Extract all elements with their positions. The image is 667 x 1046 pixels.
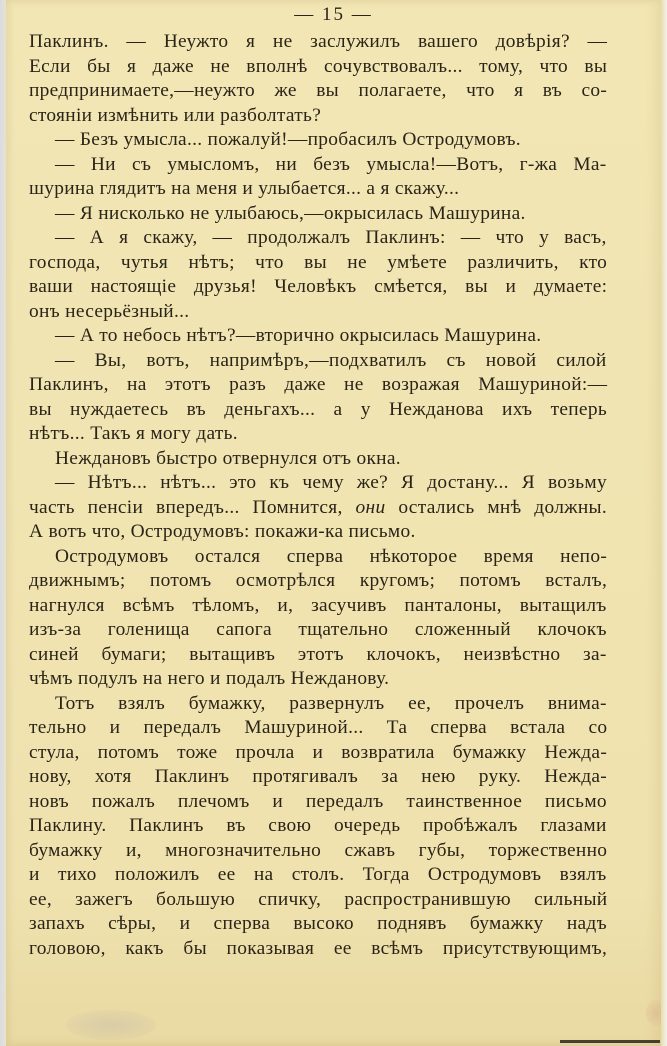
text-line xyxy=(29,398,607,423)
paper-stain xyxy=(66,1010,156,1040)
text-line-content: Тотъ взялъ бумажку, развернулъ ее, прочелъ внима- xyxy=(55,692,607,714)
text-line-content: — А то небось нѣтъ?—вторично окрысилась Машурина. xyxy=(55,325,542,346)
text-line xyxy=(29,226,607,251)
text-line xyxy=(29,373,607,398)
page-bottom-shadow xyxy=(560,1040,660,1043)
text-line-content: Паклину. Паклинъ въ свою очередь пробѣжалъ глазами xyxy=(29,815,607,836)
body-text xyxy=(29,30,607,961)
text-line xyxy=(29,275,607,300)
text-line xyxy=(29,667,607,692)
text-line xyxy=(29,839,607,864)
text-line-content: движнымъ; потомъ осмотрѣлся кругомъ; потомъ всталъ, xyxy=(29,570,608,591)
text-line-content: новъ пожалъ плечомъ и передалъ таинственное письмо xyxy=(29,790,607,812)
text-line-content: вы нуждаетесь въ деньгахъ... а у Нежданова ихъ теперь xyxy=(29,398,607,420)
text-line-content: онъ несерьёзный... xyxy=(29,300,190,322)
text-line-content: нову, хотя Паклинъ протягивалъ за нею руку. Нежда- xyxy=(29,766,608,787)
text-line xyxy=(29,177,607,202)
text-line xyxy=(29,55,607,80)
text-line-content: и тихо положилъ ее на столъ. Тогда Остродумовъ взялъ xyxy=(29,864,607,885)
text-line-content: нагнулся всѣмъ тѣломъ, и, засучивъ панталоны, вытащилъ xyxy=(29,594,607,616)
text-line xyxy=(29,447,607,472)
text-line-content: ее, зажегъ большую спичку, распространившую сильный xyxy=(29,888,608,910)
text-line-content: головою, какъ бы показывая ее всѣмъ присутствующимъ, xyxy=(29,937,608,959)
text-line-content: шурина глядитъ на меня и улыбается... а я скажу... xyxy=(29,178,460,199)
text-line-content: бумажку и, многозначительно сжавъ губы, торжественно xyxy=(29,839,608,861)
italic-emphasis: они xyxy=(355,496,386,518)
text-run: остались мнѣ должны. xyxy=(385,496,608,518)
text-line-content: — Нѣтъ... нѣтъ... это къ чему же? Я достану... Я возьму xyxy=(55,472,607,493)
text-line xyxy=(29,545,607,570)
text-line xyxy=(29,153,607,178)
text-run: часть пенсіи впередъ... Помнится, xyxy=(29,496,356,518)
text-line xyxy=(29,643,607,668)
text-line xyxy=(29,937,607,962)
text-line xyxy=(29,912,607,937)
text-line-content: Остродумовъ остался сперва нѣкоторое время непо- xyxy=(55,545,608,567)
text-line xyxy=(29,128,607,153)
text-line xyxy=(29,814,607,839)
text-line xyxy=(29,496,607,521)
text-line xyxy=(29,349,607,374)
text-line-content: господа, чутья нѣтъ; что вы не умѣете различить, кто xyxy=(29,251,608,273)
text-line xyxy=(29,569,607,594)
text-line xyxy=(29,692,607,717)
text-line-content: Неждановъ быстро отвернулся отъ окна. xyxy=(55,447,401,469)
text-line-content: изъ-за голенища сапога тщательно сложенный клочокъ xyxy=(29,619,607,640)
text-line xyxy=(29,618,607,643)
text-line xyxy=(29,422,607,447)
text-line-content: чѣмъ подулъ на него и подалъ Нежданову. xyxy=(29,668,390,689)
text-line-content xyxy=(29,496,607,521)
text-line xyxy=(29,863,607,888)
text-line-content: — Вы, вотъ, напримѣръ,—подхватилъ съ новой силой xyxy=(55,349,607,371)
text-line-content: Паклинъ, на этотъ разъ даже не возражая Машуриной:— xyxy=(29,374,608,395)
text-line-content: Паклинъ. — Неужто я не заслужилъ вашего довѣрія? — xyxy=(29,31,608,52)
text-line xyxy=(29,324,607,349)
scan-right-margin xyxy=(661,0,667,1046)
text-line-content: стояніи измѣнить или разболтать? xyxy=(29,104,322,126)
text-line xyxy=(29,716,607,741)
text-line-content: тельно и передалъ Машуриной... Та сперва встала со xyxy=(29,717,608,738)
text-line xyxy=(29,790,607,815)
text-line xyxy=(29,741,607,766)
text-line-content: — Безъ умысла... пожалуй!—пробасилъ Остродумовъ. xyxy=(55,129,521,150)
text-line xyxy=(29,104,607,129)
text-line-content: ваши настоящіе друзья! Человѣкъ смѣется, вы и думаете: xyxy=(29,276,608,297)
text-line-content: — А я скажу, — продолжалъ Паклинъ: — что у васъ, xyxy=(55,227,607,248)
text-line xyxy=(29,594,607,619)
text-line xyxy=(29,471,607,496)
text-line xyxy=(29,251,607,276)
text-line xyxy=(29,888,607,913)
text-line-content: стула, потомъ тоже прочла и возвратила бумажку Нежда- xyxy=(29,741,608,763)
text-line xyxy=(29,79,607,104)
text-line xyxy=(29,765,607,790)
text-line-content: синей бумаги; вытащивъ этотъ клочокъ, неизвѣстно за- xyxy=(29,643,607,665)
text-line xyxy=(29,300,607,325)
text-line xyxy=(29,30,607,55)
text-line-content: — Ни съ умысломъ, ни безъ умысла!—Вотъ, г-жа Ма- xyxy=(55,153,607,175)
text-line-content: предпринимаете,—неужто же вы полагаете, что я въ со- xyxy=(29,80,608,101)
page-number: — 15 — xyxy=(294,4,373,25)
text-line-content: запахъ сѣры, и сперва высоко поднявъ бумажку надъ xyxy=(29,913,607,934)
text-line-content: — Я нисколько не улыбаюсь,—окрысилась Машурина. xyxy=(55,202,526,224)
text-line xyxy=(29,520,607,545)
text-line-content: А вотъ что, Остродумовъ: покажи-ка письмо. xyxy=(29,521,416,542)
text-line xyxy=(29,202,607,227)
text-line-content: Если бы я даже не вполнѣ сочувствовалъ... тому, что вы xyxy=(29,55,608,77)
text-line-content: нѣтъ... Такъ я могу дать. xyxy=(29,423,238,444)
